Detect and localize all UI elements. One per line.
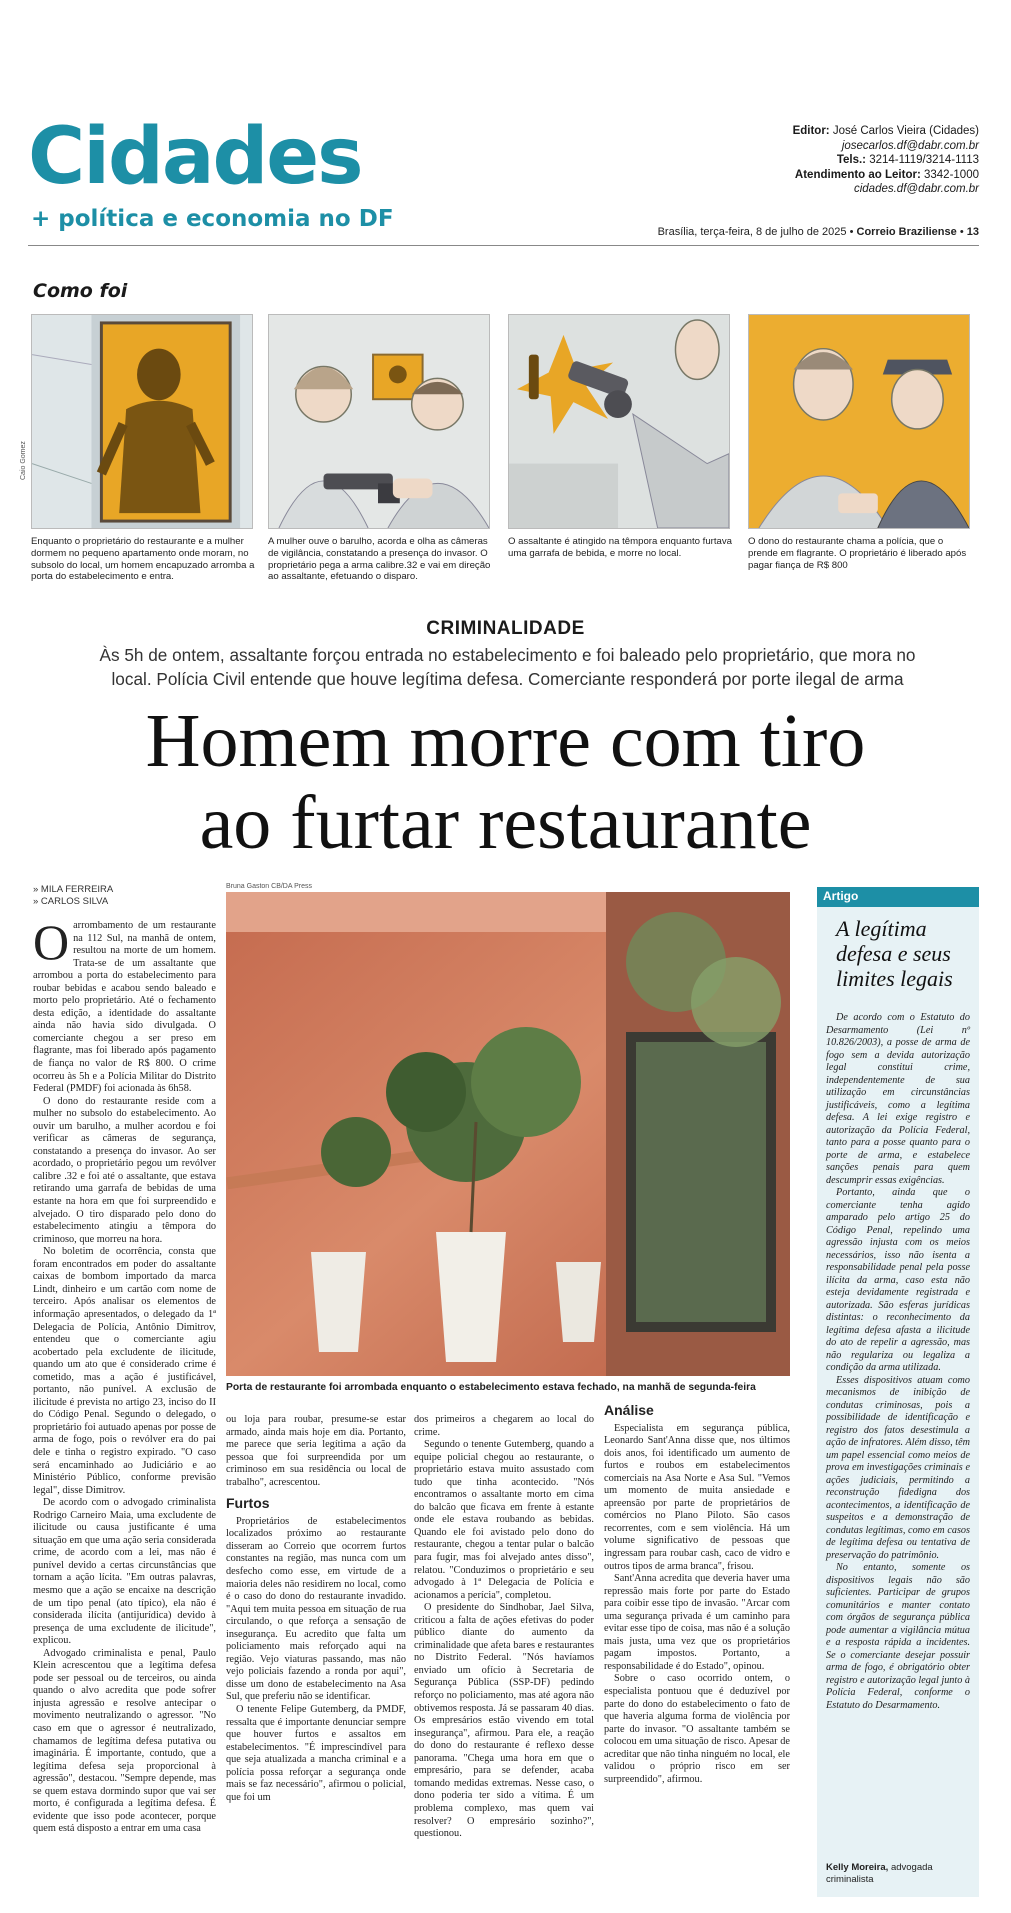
restaurant-facade-image <box>226 892 790 1376</box>
illustration-panel-3 <box>508 314 730 529</box>
col4-paragraph-3: Sobre o caso ocorrido ontem, o especialista pontuou que é deduzível por parte do dono do estabelecimento o fato de que haveria alguma forma de violência por parte do invasor. "O assaltante também se colocou em uma situação de risco. Apesar de acreditar que não tinha ninguém no local, ele validou o próprio risco em ser surpreendido", afirmou. <box>604 1673 790 1785</box>
panel-caption-3: O assaltante é atingido na têmpora enquanto furtava uma garrafa de bebida, e morre no local. <box>508 536 733 559</box>
illustration-credit: Caio Gomez <box>20 441 27 480</box>
sidebar-paragraph-1: De acordo com o Estatuto do Desarmamento (Lei nº 10.826/2003), a posse de arma de fogo sem a devida autorização legal constitui crime, independentemente de sua utilização em circunstâncias justificáveis, como a legítima defesa. A lei exige registro e autorização da Polícia Federal, tanto para a posse quanto para o porte de arma, e estabelece sanções penais para quem descumprir essas exigências. <box>826 1012 970 1186</box>
photo-caption: Porta de restaurante foi arrombada enquanto o estabelecimento estava fechado, na manhã de segunda-feira <box>226 1382 756 1393</box>
arrest-illustration <box>749 315 969 528</box>
col1-paragraph-2: O dono do restaurante reside com a mulher no subsolo do estabelecimento. Ao ouvir um barulho, a mulher acordou e foi verificar as câmeras de segurança, constatando a presença do invasor. Ao ser acordado, o proprietário pegou um revólver calibre .32 e foi até o assaltante, que estava retirando uma garrafa de bebidas de uma estante na hora em que foi surpreendido e alvejado. O tiro disparado pelo dono do estabelecimento atingiu a têmpora do criminoso, que morreu na hora. <box>33 1095 216 1245</box>
col1-paragraph-3: No boletim de ocorrência, consta que foram encontrados em poder do assaltante caixas de bombom importado da marca Lindt, dinheiro e um cartão com nome de terceiro. Após analisar os elementos de informação apresentados, o delegado da 1ª Delegacia de Polícia, Antônio Dimitrov, entendeu que o comerciante agiu acobertado pela excludente de ilicitude, quando um ato que é considerado crime é cometido, mas a ação é justificável, portanto, não punível. A exclusão de ilicitude é prevista no artigo 23, inciso do II do Código Penal. Segundo o delegado, o proprietário foi autuado apenas por posse de arma de fogo, pois o revólver era do pai dele e tinha o registro expirado. "O caso será encaminhado ao Judiciário e ao Ministério Público, conforme previsão legal", disse Dimitrov. <box>33 1246 216 1496</box>
reader-email[interactable]: cidades.df@dabr.com.br <box>853 183 979 195</box>
sidebar-body <box>826 1012 970 1712</box>
photo-credit: Bruna Gaston CB/DA Press <box>226 883 312 890</box>
dateline-text: Brasília, terça-feira, 8 de julho de 2025 • <box>657 226 854 238</box>
col1-paragraph-4: De acordo com o advogado criminalista Rodrigo Carneiro Maia, uma excludente de ilicitude ou causa justificante é uma situação em que uma ação seria considerada crime, de acordo com a lei, mas não é punível devido a certas circunstâncias que tornam a ação lícita. "Em outras palavras, mesmo que a ação se encaixe na descrição de um tipo penal (ato típico), ela não é considerada ilícita (antijurídica) devido à presença de uma excludente de ilicitude", explicou. <box>33 1497 216 1647</box>
col2-paragraph-3: O tenente Felipe Gutemberg, da PMDF, ressalta que é importante denunciar sempre que houver furtos e assaltos em estabelecimentos. "É imprescindível para que seja atualizada a mancha criminal e a polícia possa reforçar a segurança onde mais se faz necessário", afirmou o policial, que foi um <box>226 1704 406 1803</box>
editor-name: José Carlos Vieira (Cidades) <box>832 125 979 137</box>
shot-illustration <box>509 315 729 528</box>
col1-paragraph-5: Advogado criminalista e penal, Paulo Klein acrescentou que a legítima defesa pode ser pessoal ou de terceiros, ou ainda quando o alvo acredita que pode sofrer injusta agressão e resolve antecipar o movimento neutralizando o agressor. "No caso em que o agressor é neutralizado, chamamos de legítima defesa putativa ou imaginária. É importante, contudo, que a legítima defesa seja proporcional à agressão", destacou. "Sempre depende, mas se quem estava dormindo supor que vai ser morto, é configurada a legítima defesa. É evidente que isso pode acontecer, porque quem está disposto a entrar em uma casa <box>33 1647 216 1835</box>
illustration-panel-4 <box>748 314 970 529</box>
masthead-divider <box>28 245 979 246</box>
analise-subhead: Análise <box>604 1402 654 1418</box>
author-name: Kelly Moreira, <box>826 1862 889 1873</box>
sidebar-paragraph-4: No entanto, somente os dispositivos legais não são suficientes. Participar de grupos comunitários e manter contato com órgãos de segurança pública pode aumentar a vigilância mútua e a resposta rápida a incidentes. Se o comerciante desejar possuir arma de fogo, é obrigatório obter registro e autorização legal junto à Polícia Federal, conforme o Estatuto do Desarmamento. <box>826 1562 970 1711</box>
restaurant-photo <box>226 892 790 1376</box>
dateline <box>658 226 979 238</box>
intruder-illustration <box>32 315 252 528</box>
headline-line-2: ao furtar restaurante <box>199 781 812 865</box>
como-foi-title: Como foi <box>33 280 128 302</box>
illustration-panel-1 <box>31 314 253 529</box>
col2-paragraph-2: Proprietários de estabelecimentos localizados próximo ao restaurante disseram ao Correio que ocorrem furtos constantes na região, mas nunca com um desfecho como esse, em virtude de a maioria deles não residirem no local, como é o caso do dono do restaurante invadido. "Aqui tem muita pessoa em situação de rua circulando, o que reforça a sensação de insegurança. Eu acredito que falta um policiamento mais reforçado aqui na região. Vejo viaturas passando, mas não vejo policiais fazendo a ronda por aqui", disse um dono de estabelecimento na Asa Sul, que preferiu não se identificar. <box>226 1515 406 1703</box>
sidebar-paragraph-2: Portanto, ainda que o comerciante tenha agido amparado pelo artigo 25 do Código Penal, repelindo uma agressão injusta com os meios necessários, isso não isenta a responsabilidade penal pela posse ilícita da arma, caso esta não esteja devidamente registrada e autorizada. São esferas jurídicas distintas: o reconhecimento da legítima defesa afasta a ilicitude do ato de repelir a agressão, mas não regulariza ou legaliza a condição da arma utilizada. <box>826 1187 970 1373</box>
page-number: 13 <box>966 226 979 238</box>
article-column-1 <box>33 914 216 1836</box>
col4-paragraph-2: Sant'Anna acredita que deveria haver uma repressão mais forte por parte do Estado para coibir esse tipo de invasão. "Arcar com uma segurança privada é um caminho para evitar esse tipo de coisa, mas não é a solução mais justa, uma vez que os proprietários pagam impostos. Portanto, a responsabilidade é do Estado", opinou. <box>604 1573 790 1672</box>
phones-label: Tels.: <box>836 154 867 166</box>
furtos-subhead: Furtos <box>226 1495 270 1512</box>
rubric: CRIMINALIDADE <box>426 618 585 639</box>
section-subtitle: + política e economia no DF <box>31 206 394 232</box>
headline-line-1: Homem morre com tiro <box>145 699 866 783</box>
article-column-4 <box>604 1404 790 1786</box>
article-column-2 <box>226 1414 406 1804</box>
col4-paragraph-1: Especialista em segurança pública, Leonardo Sant'Anna disse que, nos últimos dois anos, foi identificado um aumento de furtos e roubos em estabelecimentos comerciais na Asa Norte e Asa Sul. "Vemos um momento de muita ansiedade e apreensão por parte de proprietários de comércios no Plano Piloto. São casos recorrentes, com e sem violência. Há um volume significativo de pessoas que ingressam para roubar cash, caco de vidro e outros tipos de arma branca", frisou. <box>604 1422 790 1572</box>
page-sep: • <box>959 226 964 238</box>
article-column-3 <box>414 1414 594 1841</box>
col3-paragraph-2: Segundo o tenente Gutemberg, quando a equipe policial chegou ao restaurante, o proprietário estava muito assustado com tudo que tinha acontecido. "Nós encontramos o assaltante morto em cima do balcão que ficava em frente à estante onde ele estava roubando as bebidas. Quando ele foi avistado pelo dono do restaurante, chegou a tentar pular o balcão para fugir, mas foi alvejado antes disso", relatou. "Conduzimos o proprietário e seu advogado à 1ª Delegacia de Polícia e acionamos a perícia", completou. <box>414 1439 594 1601</box>
sidebar-label: Artigo <box>823 889 859 903</box>
col3-paragraph-3: O presidente do Sindhobar, Jael Silva, criticou a falta de ações efetivas do poder público diante do aumento da criminalidade que afeta bares e restaurantes no Distrito Federal. "Nós havíamos enviado um ofício à Secretaria de Segurança Pública (SSP-DF) pedindo reforço no policiamento, mas até agora não obtivemos resposta. Já se passaram 40 dias. Os empresários estão vivendo em total insegurança", afirmou. Para ele, a reação do dono do restaurante é reflexo desse panorama. "Chega uma hora em que o empresário, para se defender, acaba tomando medidas extremas. Nesse caso, o dono poderia ter sido a vítima. É um problema complexo, mas quem vai resolver? O empresário sozinho?", questionou. <box>414 1602 594 1840</box>
deck: Às 5h de ontem, assaltante forçou entrada no estabelecimento e foi baleado pelo proprietário, que mora no local. Polícia Civil entende que houve legítima defesa. Comerciante responderá por porte ilegal de arma <box>99 645 916 689</box>
col2-paragraph-1: ou loja para roubar, presume-se estar armado, ainda mais hoje em dia. Portanto, me parece que seria legítima a ação da pessoa que foi surpreendida por um criminoso em sua residência ou local de trabalho", acrescentou. <box>226 1414 406 1488</box>
section-title: Cidades <box>28 112 362 202</box>
editor-email[interactable]: josecarlos.df@dabr.com.br <box>841 139 979 152</box>
sidebar-title: A legítima defesa e seus limites legais <box>836 916 953 991</box>
owner-with-gun-illustration <box>269 315 489 528</box>
col3-paragraph-1: dos primeiros a chegarem ao local do crime. <box>414 1414 594 1438</box>
dropcap: O <box>33 914 70 970</box>
author-role: advogada criminalista <box>826 1862 933 1885</box>
reader-phone: 3342-1000 <box>924 168 979 181</box>
byline-author-2: » CARLOS SILVA <box>33 896 109 907</box>
editor-label: Editor: <box>792 125 830 137</box>
byline <box>33 884 113 908</box>
reader-label: Atendimento ao Leitor: <box>794 168 921 181</box>
panel-caption-4: O dono do restaurante chama a polícia, que o prende em flagrante. O proprietário é liberado após pagar fiança de R$ 800 <box>748 536 967 571</box>
byline-author-1: » MILA FERREIRA <box>33 884 114 895</box>
panel-caption-2: A mulher ouve o barulho, acorda e olha as câmeras de vigilância, constatando a presença do invasor. O proprietário pega a arma calibre.32 e vai em direção ao assaltante, efetuando o disparo. <box>268 536 491 583</box>
phones: 3214-1119/3214-1113 <box>869 154 979 166</box>
panel-caption-1: Enquanto o proprietário do restaurante e a mulher dormem no pequeno apartamento onde moram, no subsolo do local, um homem encapuzado arromba a porta do estabelecimento e entra. <box>31 536 255 583</box>
paper-name: Correio Braziliense <box>856 226 957 238</box>
col1-paragraph-1: arrombamento de um restaurante na 112 Sul, na manhã de ontem, resultou na morte de um homem. Trata-se de um assaltante que arrombou a porta do estabelecimento para roubar bebidas e acabou sendo baleado e morto pelo proprietário. Até o fechamento desta edição, a identidade do assaltante ainda não havia sido divulgada. O comerciante chegou a ser preso em flagrante, mas foi liberado após pagamento de fiança no valor de R$ 800. O crime ocorreu às 5h e a Polícia Militar do Distrito Federal (PMDF) foi acionada às 6h58. <box>33 920 216 1095</box>
editor-info <box>689 124 979 197</box>
sidebar-author <box>826 1862 976 1886</box>
sidebar-paragraph-3: Esses dispositivos atuam como mecanismos de inibição de condutas criminosas, pois a possibilidade de identificação e registro dos fatos desestimula a ação de infratores. Além disso, têm um papel essencial como meios de prova em investigações criminais e ações judiciais, permitindo a reconstrução fidedigna dos acontecimentos, a identificação de suspeitos e a demonstração de condutas legítimas, como em casos de legítima defesa ou tentativa de preservação do patrimônio. <box>826 1374 970 1561</box>
headline <box>0 700 1011 864</box>
illustration-panel-2 <box>268 314 490 529</box>
